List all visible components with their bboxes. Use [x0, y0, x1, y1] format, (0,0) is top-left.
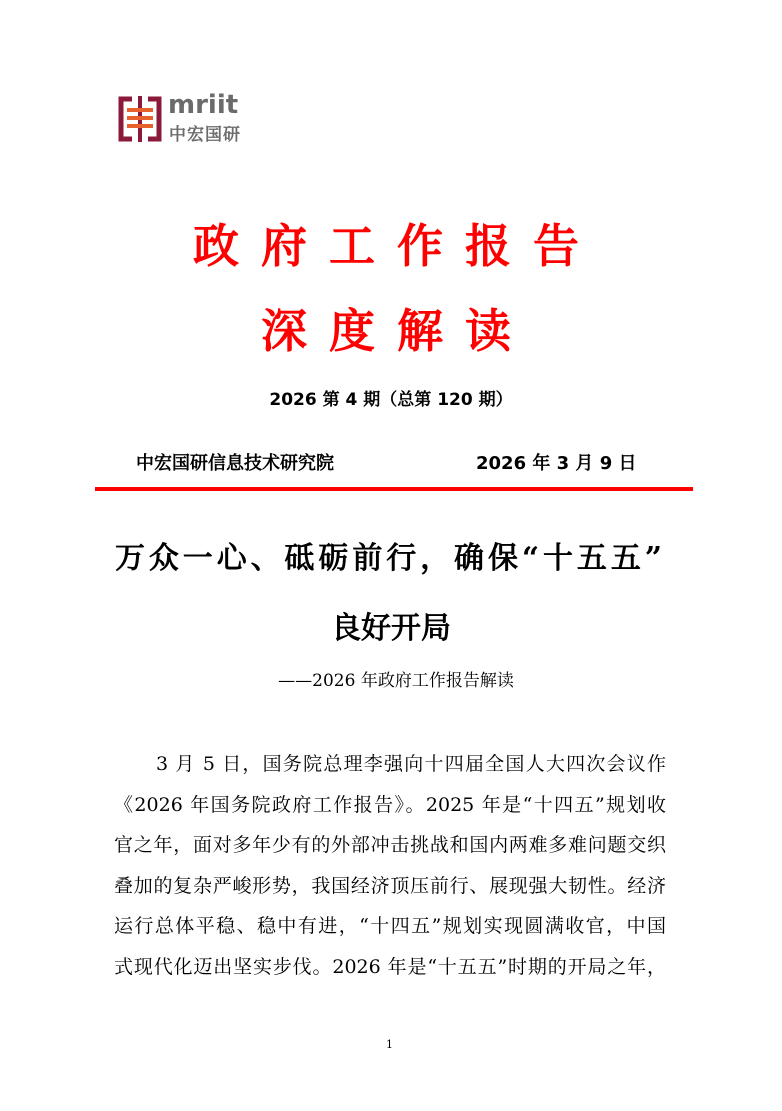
organization-name: 中宏国研信息技术研究院	[136, 453, 334, 474]
article-title-line2: 良好开局	[331, 611, 451, 646]
publish-date: 2026 年 3 月 9 日	[476, 453, 637, 474]
issue-number: 2026 第 4 期（总第 120 期）	[269, 390, 513, 410]
body-paragraph	[114, 744, 666, 987]
body-line: 3 月 5 日，国务院总理李强向十四届全国人大四次会议作	[156, 753, 666, 775]
body-line: 叠加的复杂严峻形势，我国经济顶压前行、展现强大韧性。经济	[114, 874, 666, 897]
logo-text-cn: 中宏国研	[169, 125, 241, 145]
body-line: 官之年，面对多年少有的外部冲击挑战和国内两难多难问题交织	[114, 834, 666, 856]
red-divider	[95, 487, 693, 491]
body-line: 《2026 年国务院政府工作报告》。2025 年是“十四五”规划收	[114, 793, 666, 816]
report-subtitle: 深度解读	[261, 304, 533, 358]
logo-mark-icon	[118, 96, 162, 142]
page-number: 1	[386, 1038, 393, 1051]
body-line: 式现代化迈出坚实步伐。2026 年是“十五五”时期的开局之年，	[114, 955, 666, 978]
logo-text-en: mriit	[168, 90, 239, 120]
article-subtitle: ——2026 年政府工作报告解读	[278, 671, 514, 691]
article-title-line1: 万众一心、砥砺前行，确保“十五五”	[115, 541, 662, 576]
mriit-logo	[118, 90, 248, 146]
body-line: 运行总体平稳、稳中有进，“十四五”规划实现圆满收官，中国	[114, 915, 666, 937]
report-title: 政府工作报告	[193, 219, 601, 273]
